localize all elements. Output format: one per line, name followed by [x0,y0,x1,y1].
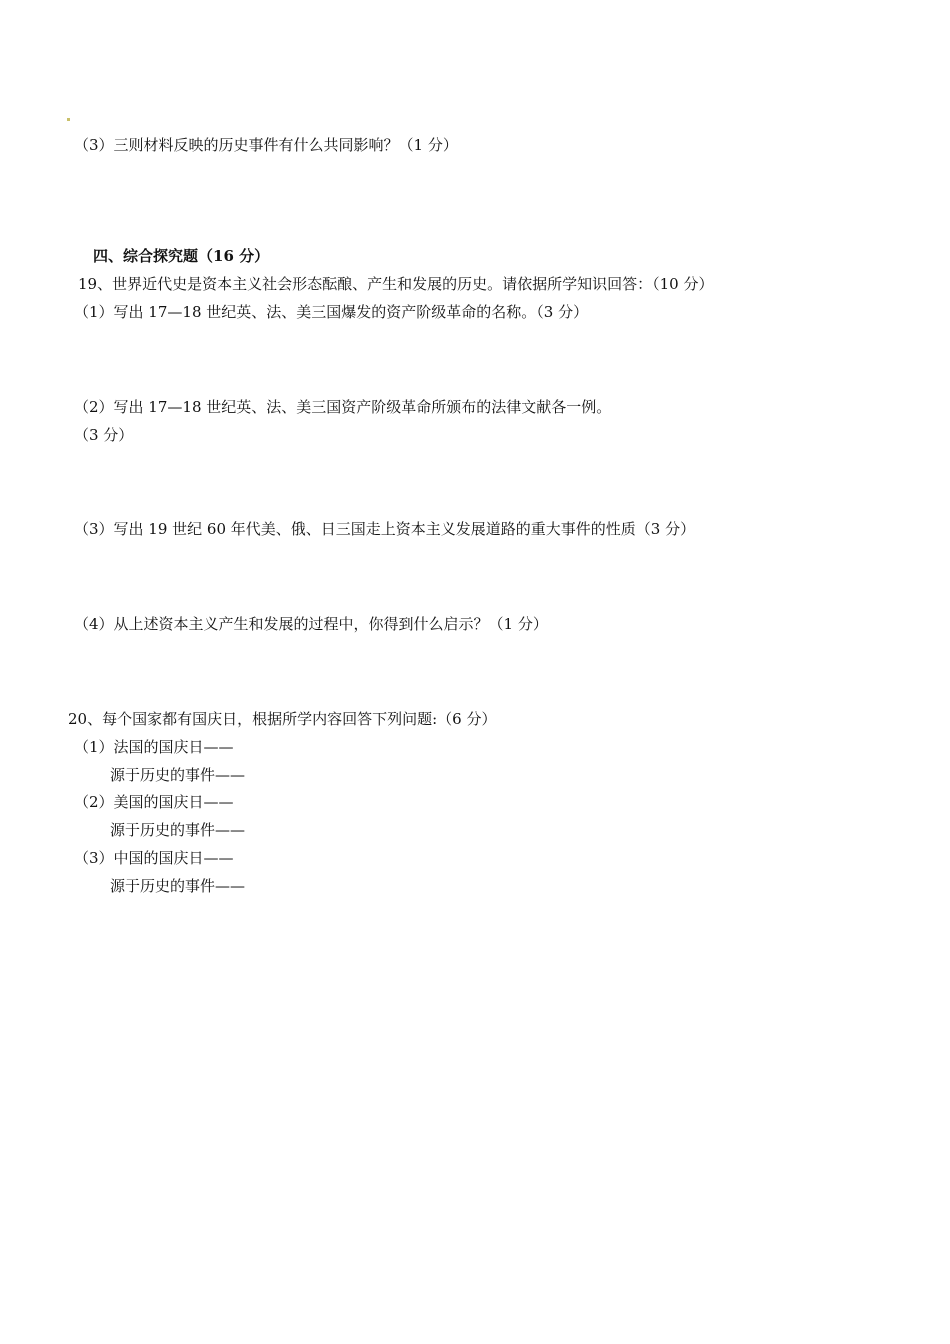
q20-item-origin: 源于历史的事件—— [110,821,246,839]
q19-stem: 19、世界近代史是资本主义社会形态酝酿、产生和发展的历史。请依据所学知识回答：（10 分） [78,275,714,293]
q20-item-label: （1）法国的国庆日—— [74,738,234,756]
q20-stem: 20、每个国家都有国庆日，根据所学内容回答下列问题:（6 分） [68,710,497,728]
q19-part1: （1）写出 17—18 世纪英、法、美三国爆发的资产阶级革命的名称。（3 分） [74,303,589,321]
q20-item-origin: 源于历史的事件—— [110,877,246,895]
q20-item-label: （2）美国的国庆日—— [74,793,234,811]
q19-part2-line2: （3 分） [74,426,134,444]
section4-title: 四、综合探究题（16 分） [93,247,270,265]
scan-speck [67,118,70,121]
q19-part4: （4）从上述资本主义产生和发展的过程中，你得到什么启示？（1 分） [74,615,548,633]
q18-part3: （3）三则材料反映的历史事件有什么共同影响？（1 分） [74,136,458,154]
q19-part3: （3）写出 19 世纪 60 年代美、俄、日三国走上资本主义发展道路的重大事件的性质（3 分） [74,520,696,538]
q19-part2-line1: （2）写出 17—18 世纪英、法、美三国资产阶级革命所颁布的法律文献各一例。 [74,398,612,416]
q20-item-origin: 源于历史的事件—— [110,766,246,784]
q20-item-label: （3）中国的国庆日—— [74,849,234,867]
